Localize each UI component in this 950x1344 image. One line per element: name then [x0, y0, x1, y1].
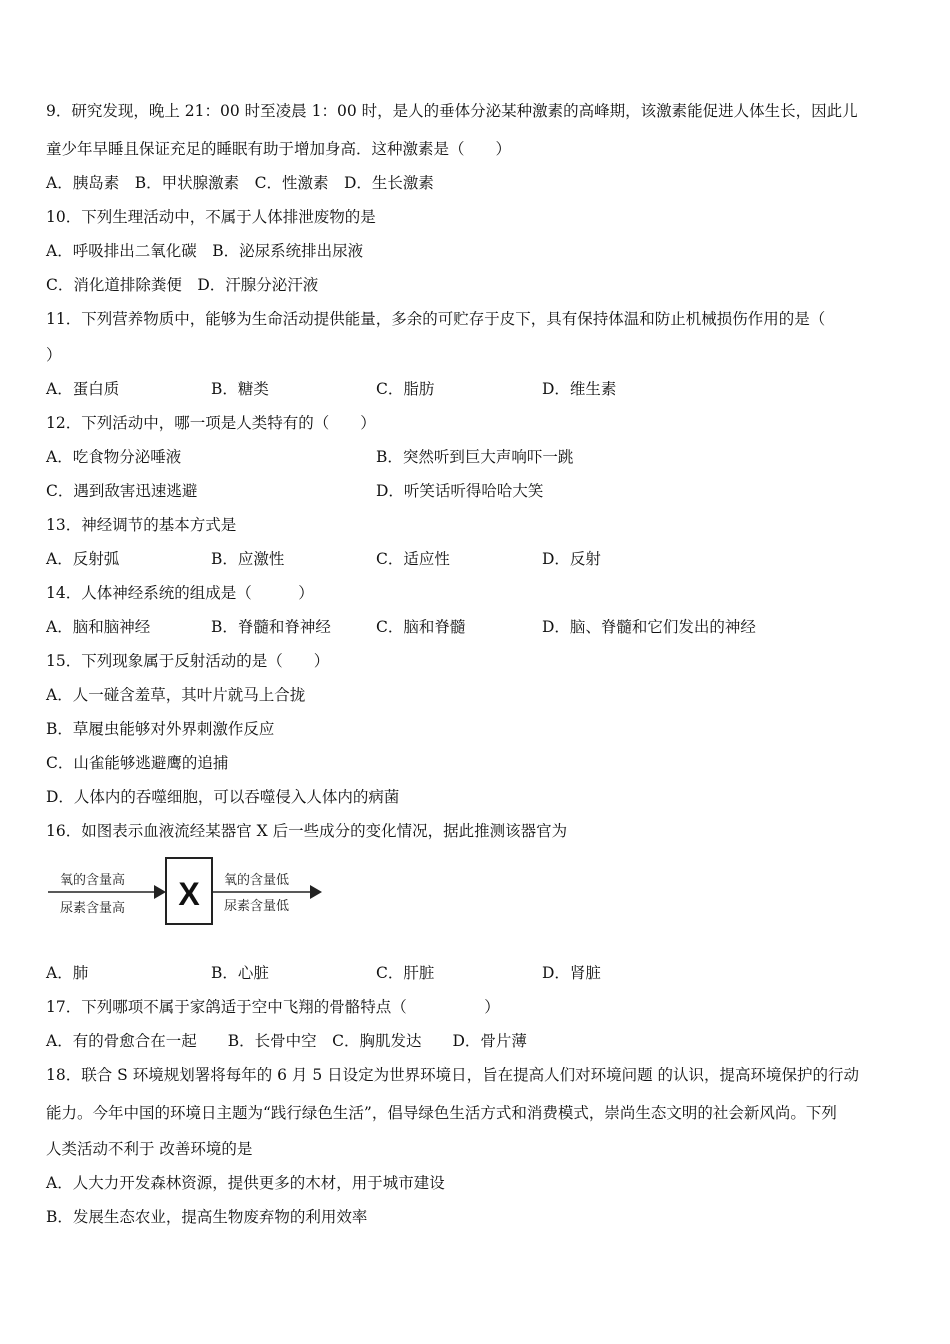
q12-option-b: B．突然听到巨大声响吓一跳 [376, 448, 574, 466]
q13-option-c: C．适应性 [376, 550, 450, 568]
q13-stem: 13．神经调节的基本方式是 [46, 516, 237, 534]
q14-option-a: A．脑和脑神经 [46, 618, 151, 636]
input-oxygen-label: 氧的含量高 [60, 873, 126, 888]
q12-option-a: A．吃食物分泌唾液 [46, 448, 182, 466]
q16-option-d: D．肾脏 [542, 964, 601, 982]
q16-stem: 16．如图表示血液流经某器官 X 后一些成分的变化情况，据此推测该器官为 [46, 822, 568, 840]
q16-option-c: C．肝脏 [376, 964, 435, 982]
q11-option-c: C．脂肪 [376, 380, 435, 398]
q18-option-b: B．发展生态农业，提高生物废弃物的利用效率 [46, 1208, 368, 1226]
q10-options-cd: C．消化道排除粪便 D．汗腺分泌汗液 [46, 276, 319, 294]
q15-option-d: D．人体内的吞噬细胞，可以吞噬侵入人体内的病菌 [46, 788, 400, 806]
q16-option-a: A．肺 [46, 964, 89, 982]
q13-option-a: A．反射弧 [46, 550, 120, 568]
q14-stem: 14．人体神经系统的组成是（ ） [46, 584, 314, 602]
q12-option-c: C．遇到敌害迅速逃避 [46, 482, 198, 500]
q15-option-b: B．草履虫能够对外界刺激作反应 [46, 720, 275, 738]
q14-option-c: C．脑和脊髓 [376, 618, 466, 636]
q13-option-b: B．应激性 [211, 550, 285, 568]
input-urea-label: 尿素含量高 [60, 901, 126, 916]
q11-stem-line1: 11．下列营养物质中，能够为生命活动提供能量，多余的可贮存于皮下，具有保持体温和防止机械损伤作用的是（ [46, 310, 826, 328]
q11-option-b: B．糖类 [211, 380, 269, 398]
q18-stem-line2: 能力。今年中国的环境日主题为“践行绿色生活”，倡导绿色生活方式和消费模式，崇尚生态文明的社会新风尚。下列 [46, 1104, 837, 1122]
q13-option-d: D．反射 [542, 550, 601, 568]
q11-stem-line2: ） [46, 346, 62, 364]
q14-option-b: B．脊髓和脊神经 [211, 618, 331, 636]
q17-stem: 17．下列哪项不属于家鸽适于空中飞翔的骨骼特点（ ） [46, 998, 500, 1016]
output-arrow-head [310, 885, 322, 899]
q12-stem: 12．下列活动中，哪一项是人类特有的（ ） [46, 414, 376, 432]
q9-stem-line1: 9．研究发现，晚上 21：00 时至凌晨 1：00 时，是人的垂体分泌某种激素的高峰期，该激素能促进人体生长，因此儿 [46, 102, 858, 120]
q11-option-a: A．蛋白质 [46, 380, 120, 398]
q16-option-b: B．心脏 [211, 964, 269, 982]
q12-option-d: D．听笑话听得哈哈大笑 [376, 482, 544, 500]
q18-stem-line1: 18．联合 S 环境规划署将每年的 6 月 5 日设定为世界环境日，旨在提高人们对环境问题 的认识，提高环境保护的行动 [46, 1066, 860, 1084]
q10-options-ab: A．呼吸排出二氧化碳 B．泌尿系统排出尿液 [46, 242, 364, 260]
q18-option-a: A．人大力开发森林资源，提供更多的木材，用于城市建设 [46, 1174, 445, 1192]
q15-stem: 15．下列现象属于反射活动的是（ ） [46, 652, 330, 670]
output-oxygen-label: 氧的含量低 [224, 873, 290, 888]
q14-option-d: D．脑、脊髓和它们发出的神经 [542, 618, 756, 636]
q9-stem-line2: 童少年早睡且保证充足的睡眠有助于增加身高．这种激素是（ ） [46, 140, 512, 158]
q15-option-a: A．人一碰含羞草，其叶片就马上合拢 [46, 686, 306, 704]
q15-option-c: C．山雀能够逃避鹰的追捕 [46, 754, 229, 772]
output-urea-label: 尿素含量低 [224, 899, 290, 914]
q18-stem-line3: 人类活动不利于 改善环境的是 [46, 1140, 253, 1158]
q9-options: A．胰岛素 B．甲状腺激素 C．性激素 D．生长激素 [46, 174, 434, 192]
q10-stem: 10．下列生理活动中，不属于人体排泄废物的是 [46, 208, 376, 226]
q16-diagram [46, 852, 336, 932]
input-arrow-head [154, 885, 166, 899]
q11-option-d: D．维生素 [542, 380, 617, 398]
organ-label: X [178, 876, 200, 912]
q17-options: A．有的骨愈合在一起 B．长骨中空 C．胸肌发达 D．骨片薄 [46, 1032, 527, 1050]
